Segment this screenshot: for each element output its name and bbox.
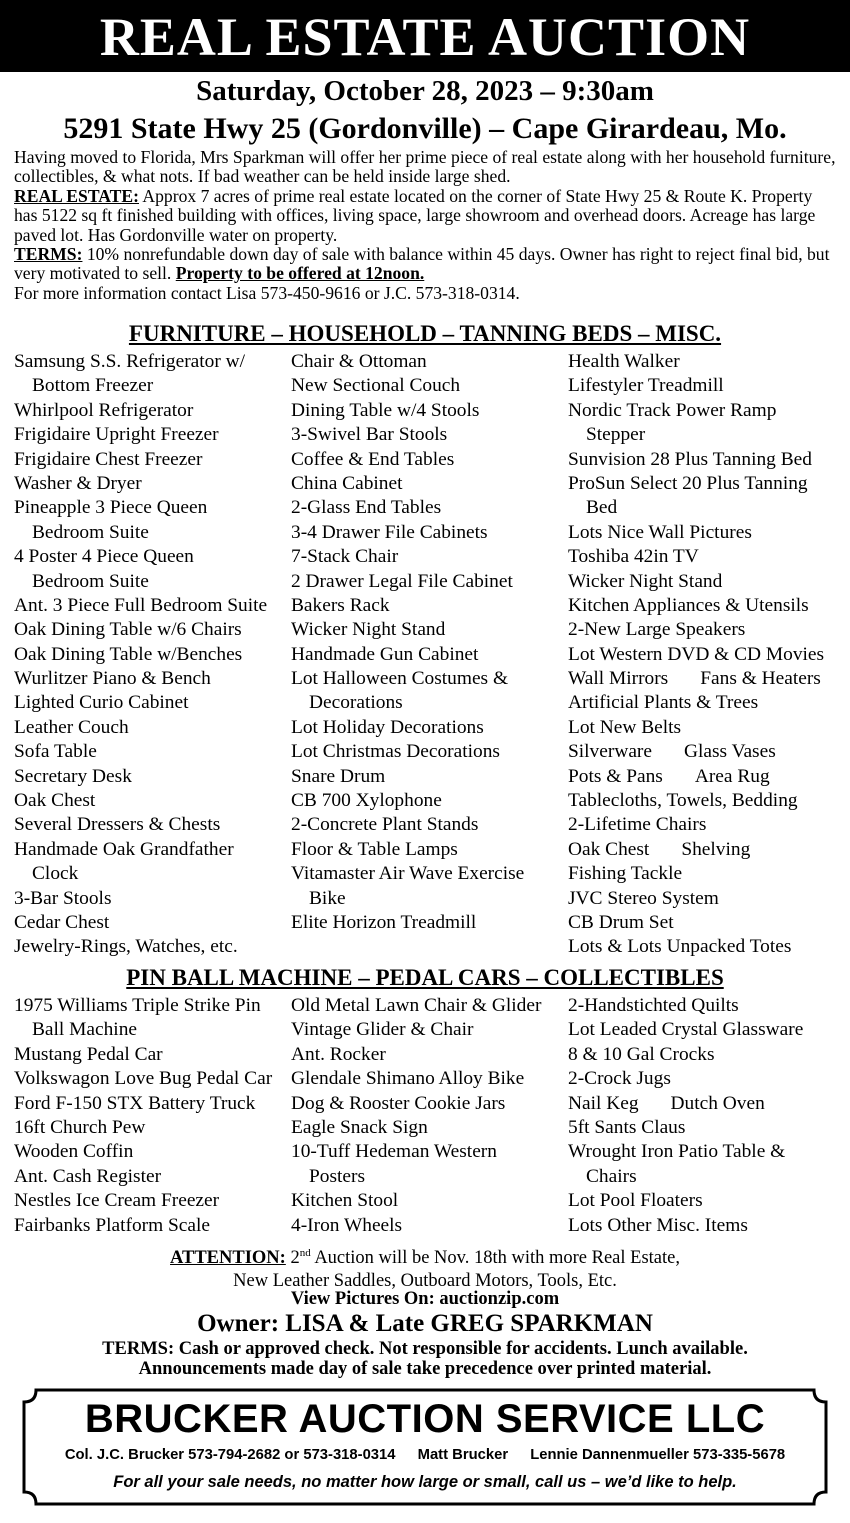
list-item: Pineapple 3 Piece Queen: [14, 497, 208, 519]
list-item: Sofa Table: [14, 741, 97, 763]
list-item: Frigidaire Chest Freezer: [14, 448, 203, 470]
terms-label: TERMS:: [14, 244, 83, 265]
list-item: Handmade Gun Cabinet: [291, 643, 479, 665]
list-item: 7-Stack Chair: [291, 546, 399, 568]
list-item: Bottom Freezer: [32, 375, 154, 397]
list-item: Stepper: [586, 424, 646, 446]
list-item: New Sectional Couch: [291, 375, 461, 397]
list-item: Bedroom Suite: [32, 521, 149, 543]
list-item: Fairbanks Platform Scale: [14, 1214, 211, 1236]
list-item: Kitchen Appliances & Utensils: [568, 594, 809, 616]
list-item: Frigidaire Upright Freezer: [14, 424, 219, 446]
collectibles-column-3: [568, 994, 803, 1238]
list-item: Tablecloths, Towels, Bedding: [568, 790, 798, 812]
list-item: Fishing Tackle: [568, 863, 683, 885]
list-item: Bakers Rack: [291, 594, 390, 616]
list-item: Lot Leaded Crystal Glassware: [568, 1019, 804, 1041]
auction-date: Saturday, October 28, 2023 – 9:30am: [196, 75, 654, 107]
list-item: Mustang Pedal Car: [14, 1043, 163, 1065]
real-estate-label: REAL ESTATE:: [14, 185, 139, 206]
list-item: Snare Drum: [291, 765, 386, 787]
list-item: Ant. Cash Register: [14, 1165, 162, 1187]
list-item: Oak Dining Table w/Benches: [14, 643, 243, 665]
list-item: Bed: [586, 497, 618, 519]
list-item: Bike: [309, 887, 346, 909]
list-item: Volkswagon Love Bug Pedal Car: [14, 1068, 273, 1090]
list-item: Glendale Shimano Alloy Bike: [291, 1068, 525, 1090]
list-item: 3-Swivel Bar Stools: [291, 424, 448, 446]
list-item: Posters: [309, 1165, 366, 1187]
list-item: Area Rug: [694, 765, 770, 787]
list-item: Oak Dining Table w/6 Chairs: [14, 619, 242, 641]
auction-address: 5291 State Hwy 25 (Gordonville) – Cape Girardeau, Mo.: [63, 112, 787, 145]
list-item: 1975 Williams Triple Strike Pin: [14, 995, 261, 1016]
list-item: 2-Crock Jugs: [568, 1068, 671, 1090]
auctioneer-name: BRUCKER AUCTION SERVICE LLC: [84, 1397, 766, 1441]
list-item: Jewelry-Rings, Watches, etc.: [14, 936, 238, 958]
list-item: Glass Vases: [684, 741, 776, 763]
list-item: 4-Iron Wheels: [291, 1214, 403, 1236]
auctioneer-box: [22, 1388, 828, 1506]
list-item: Lot Christmas Decorations: [291, 741, 500, 763]
list-item: CB Drum Set: [568, 911, 674, 933]
list-item: Fans & Heaters: [700, 668, 821, 690]
list-item: Secretary Desk: [14, 765, 132, 787]
list-item: CB 700 Xylophone: [291, 790, 442, 812]
list-item: Lots Nice Wall Pictures: [568, 521, 752, 543]
list-item: Nordic Track Power Ramp: [568, 399, 777, 421]
list-item: Ant. Rocker: [291, 1043, 386, 1065]
list-item: Kitchen Stool: [291, 1190, 399, 1212]
attention-notice: [0, 1242, 850, 1293]
terms-paragraph: [14, 245, 840, 284]
list-item: Wall Mirrors: [568, 668, 669, 690]
list-item: Oak Chest: [568, 838, 650, 860]
list-item: 5ft Sants Claus: [568, 1116, 686, 1138]
list-item: Vintage Glider & Chair: [291, 1019, 474, 1041]
list-item: Lot Halloween Costumes &: [291, 668, 509, 690]
list-item: Samsung S.S. Refrigerator w/: [14, 351, 246, 372]
list-item: ProSun Select 20 Plus Tanning: [568, 472, 808, 494]
real-estate-text: Approx 7 acres of prime real estate located on the corner of State Hwy 25 & Route K. Property has 5122 sq ft finished building with offices, living space, large showroom and overhead doors. Acreage has large paved lot. Has Gordonville water on property.: [14, 185, 816, 245]
list-item: Lifestyler Treadmill: [568, 375, 724, 397]
list-item: Ant. 3 Piece Full Bedroom Suite: [14, 594, 268, 616]
list-item: Eagle Snack Sign: [291, 1116, 428, 1138]
list-item: Lighted Curio Cabinet: [14, 692, 189, 714]
sale-terms-line-2: Announcements made day of sale take precedence over printed material.: [138, 1359, 712, 1379]
list-item: Ford F-150 STX Battery Truck: [14, 1092, 256, 1114]
list-item: Wrought Iron Patio Table &: [568, 1141, 786, 1163]
furniture-column-3: [568, 350, 824, 960]
section-heading-collectibles: [0, 965, 850, 991]
list-item-pair: [568, 740, 824, 764]
list-item: Washer & Dryer: [14, 472, 142, 494]
list-item: 2-Concrete Plant Stands: [291, 814, 479, 836]
attention-label: ATTENTION:: [170, 1248, 286, 1269]
list-item: Bedroom Suite: [32, 570, 149, 592]
list-item: Lots & Lots Unpacked Totes: [568, 936, 792, 958]
list-item: Pots & Pans: [568, 765, 663, 787]
list-item: Floor & Table Lamps: [291, 838, 458, 860]
list-item: Shelving: [681, 838, 751, 860]
list-item: Artificial Plants & Trees: [568, 692, 759, 714]
list-item: 2-Lifetime Chairs: [568, 814, 707, 836]
collectibles-column-2: [291, 994, 541, 1238]
attention-pre: 2: [285, 1248, 300, 1269]
intro-paragraph: Having moved to Florida, Mrs Sparkman will offer her prime piece of real estate along with her household furniture, collectibles, & what nots. If bad weather can be held inside large shed.: [14, 147, 836, 187]
list-item: Clock: [32, 863, 79, 885]
list-item: Vitamaster Air Wave Exercise: [291, 863, 525, 885]
list-item: Decorations: [309, 692, 403, 714]
list-item: 3-Bar Stools: [14, 887, 112, 909]
list-item: Health Walker: [568, 351, 680, 372]
view-pictures-line: View Pictures On: auctionzip.com: [290, 1289, 560, 1309]
list-item-pair: [568, 838, 824, 862]
list-item: Old Metal Lawn Chair & Glider: [291, 995, 542, 1016]
attention-line-2: New Leather Saddles, Outboard Motors, Tools, Etc.: [233, 1271, 617, 1292]
attention-line-1: [0, 1242, 850, 1270]
list-item: 2 Drawer Legal File Cabinet: [291, 570, 513, 592]
list-item: Toshiba 42in TV: [568, 546, 699, 568]
list-item: 8 & 10 Gal Crocks: [568, 1043, 715, 1065]
list-item: Elite Horizon Treadmill: [291, 911, 477, 933]
list-item: 4 Poster 4 Piece Queen: [14, 546, 194, 568]
list-item: 3-4 Drawer File Cabinets: [291, 521, 488, 543]
list-item: 2-Glass End Tables: [291, 497, 442, 519]
list-item: Silverware: [568, 741, 652, 763]
list-item: Cedar Chest: [14, 911, 110, 933]
list-item: Coffee & End Tables: [291, 448, 455, 470]
section-heading-text: FURNITURE – HOUSEHOLD – TANNING BEDS – MISC.: [128, 321, 722, 346]
collectibles-column-1: [14, 994, 272, 1238]
list-item: JVC Stereo System: [568, 887, 719, 909]
list-item: 10-Tuff Hedeman Western: [291, 1141, 497, 1163]
list-item-pair: [568, 1092, 803, 1116]
furniture-column-1: [14, 350, 267, 960]
list-item: Oak Chest: [14, 790, 96, 812]
real-estate-paragraph: [14, 187, 840, 245]
terms-emphasis: Property to be offered at 12noon.: [175, 263, 425, 284]
intro-text: [14, 148, 840, 303]
list-item: Wicker Night Stand: [568, 570, 723, 592]
list-item: Lot Holiday Decorations: [291, 716, 484, 738]
list-item-pair: [568, 765, 824, 789]
list-item: Dutch Oven: [670, 1092, 765, 1114]
auctioneer-tagline: For all your sale needs, no matter how large or small, call us – we’d like to help.: [113, 1473, 737, 1491]
terms-text: 10% nonrefundable down day of sale with balance within 45 days. Owner has right to reject final bid, but very motivated to sell.: [14, 244, 830, 284]
list-item: Nestles Ice Cream Freezer: [14, 1190, 220, 1212]
list-item: Whirlpool Refrigerator: [14, 399, 194, 421]
list-item: China Cabinet: [291, 472, 403, 494]
list-item: Lots Other Misc. Items: [568, 1214, 748, 1236]
ad-title-banner: REAL ESTATE AUCTION: [0, 0, 850, 72]
list-item: Dining Table w/4 Stools: [291, 399, 480, 421]
section-heading-text: PIN BALL MACHINE – PEDAL CARS – COLLECTIBLES: [126, 965, 724, 990]
list-item: Sunvision 28 Plus Tanning Bed: [568, 448, 812, 470]
list-item: Nail Keg: [568, 1092, 639, 1114]
sale-terms-line-1: TERMS: Cash or approved check. Not responsible for accidents. Lunch available.: [102, 1339, 748, 1359]
list-item: Several Dressers & Chests: [14, 814, 221, 836]
list-item: Lot Pool Floaters: [568, 1190, 703, 1212]
contact-lennie: Lennie Dannenmueller 573-335-5678: [530, 1447, 786, 1463]
furniture-column-2: [291, 350, 524, 935]
list-item: Wicker Night Stand: [291, 619, 446, 641]
list-item: Wooden Coffin: [14, 1141, 134, 1163]
auctioneer-contacts: [22, 1446, 828, 1464]
section-heading-furniture: [0, 321, 850, 347]
list-item: Lot New Belts: [568, 716, 682, 738]
attention-post: Auction will be Nov. 18th with more Real Estate,: [310, 1248, 680, 1269]
list-item: 2-Handstichted Quilts: [568, 995, 739, 1016]
list-item: Lot Western DVD & CD Movies: [568, 643, 825, 665]
contact-jc-brucker: Col. J.C. Brucker 573-794-2682 or 573-318-0314: [64, 1447, 396, 1463]
list-item: Leather Couch: [14, 716, 129, 738]
list-item: Handmade Oak Grandfather: [14, 838, 234, 860]
contact-matt-brucker: Matt Brucker: [417, 1447, 509, 1463]
contact-line: For more information contact Lisa 573-450-9616 or J.C. 573-318-0314.: [14, 282, 520, 303]
list-item: 2-New Large Speakers: [568, 619, 746, 641]
attention-sup: nd: [299, 1247, 311, 1259]
list-item-pair: [568, 667, 824, 691]
list-item: Chairs: [586, 1165, 637, 1187]
owner-line: Owner: LISA & Late GREG SPARKMAN: [197, 1310, 653, 1337]
list-item: Wurlitzer Piano & Bench: [14, 668, 211, 690]
sale-terms: [0, 1339, 850, 1379]
list-item: Chair & Ottoman: [291, 351, 427, 372]
list-item: Dog & Rooster Cookie Jars: [291, 1092, 506, 1114]
list-item: 16ft Church Pew: [14, 1116, 146, 1138]
list-item: Ball Machine: [32, 1019, 138, 1041]
